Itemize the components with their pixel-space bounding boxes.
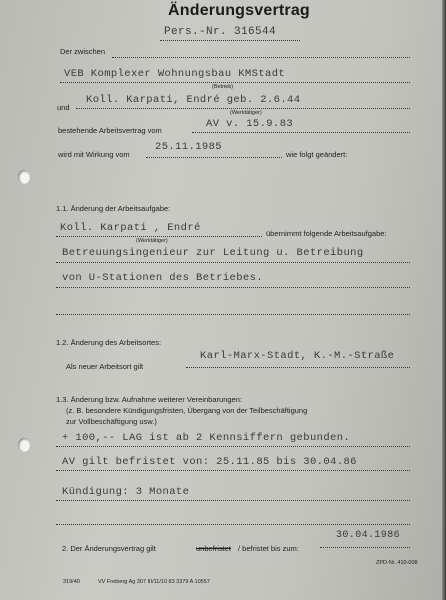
- section-2-struck-option: unbefristet: [196, 544, 232, 553]
- company-line: [60, 82, 410, 83]
- section-1-1-heading: 1.1. Änderung der Arbeitsaufgabe:: [56, 204, 171, 213]
- section-1-3-heading: 1.3. Änderung bzw. Aufnahme weiterer Vereinbarungen:: [56, 395, 242, 404]
- work-location: Karl-Marx-Stadt, K.-M.-Straße: [200, 350, 395, 362]
- personnel-number-line: [160, 40, 300, 41]
- label-werktaetiger-2: (Werktätiger): [136, 238, 168, 244]
- contract-line: [192, 132, 410, 133]
- personnel-number: Pers.-Nr. 316544: [164, 26, 277, 38]
- label-werktaetiger: (Werktätiger): [230, 110, 262, 116]
- agreement-line-2: AV gilt befristet von: 25.11.85 bis 30.04.86: [62, 456, 357, 468]
- company-name: VEB Komplexer Wohnungsbau KMStadt: [64, 68, 286, 80]
- task-line-2-rule: [56, 287, 410, 288]
- agreement-line-4-rule: [56, 524, 410, 525]
- task-employee-line: [56, 236, 262, 237]
- label-arbeitsvertrag: bestehende Arbeitsvertrag vom: [58, 126, 162, 135]
- footer-printer-info: VV Freiberg Ag 307 III/11/10 83 3379 A 10557: [98, 579, 210, 585]
- end-date-line: [320, 547, 410, 548]
- label-der-zwischen: Der zwischen: [60, 47, 106, 56]
- effective-date: 25.11.1985: [155, 141, 223, 153]
- der-zwischen-line: [112, 57, 410, 58]
- footer-form-number: 319/40: [63, 579, 80, 585]
- form-reference: ZPD-Nr. 410-008: [376, 560, 418, 566]
- end-date: 30.04.1986: [336, 530, 401, 541]
- task-line-1: Betreuungsingenieur zur Leitung u. Betreibung: [62, 247, 364, 259]
- task-line-3-rule: [56, 314, 410, 315]
- employee-name-dob: Koll. Karpati, Endré geb. 2.6.44: [86, 94, 301, 106]
- punch-hole: [18, 170, 30, 184]
- label-uebernimmt: übernimmt folgende Arbeitsaufgabe:: [266, 229, 387, 238]
- agreement-line-3: Kündigung: 3 Monate: [62, 486, 190, 498]
- agreement-line-1: + 100,-- LAG ist ab 2 Kennsiffern gebunden.: [62, 432, 351, 444]
- section-2-prefix: 2. Der Änderungsvertrag gilt: [62, 544, 156, 553]
- section-1-3-hint-2: zur Vollbeschäftigung usw.): [66, 417, 157, 426]
- employee-line: [76, 108, 410, 109]
- task-employee-name: Koll. Karpati , Endré: [60, 222, 201, 234]
- punch-hole: [18, 438, 30, 452]
- work-location-line: [186, 367, 410, 368]
- label-arbeitsort: Als neuer Arbeitsort gilt: [66, 362, 144, 371]
- label-wirkung: wird mit Wirkung vom: [58, 150, 130, 159]
- agreement-line-3-rule: [56, 500, 410, 501]
- task-line-2: von U-Stationen des Betriebes.: [62, 272, 264, 284]
- label-betrieb: (Betrieb): [212, 84, 234, 90]
- task-line-1-rule: [56, 262, 410, 263]
- section-1-2-heading: 1.2. Änderung des Arbeitsortes:: [56, 338, 162, 347]
- label-und: und: [57, 103, 70, 112]
- document-title: Änderungsvertrag: [168, 2, 310, 19]
- page-edge-shadow: [442, 0, 446, 600]
- agreement-line-1-rule: [56, 446, 410, 447]
- section-1-3-hint-1: (z. B. besondere Kündigungsfristen, Übergang von der Teilbeschäftigung: [66, 406, 308, 415]
- effective-date-line: [146, 157, 282, 158]
- section-2-befristet: / befristet bis zum:: [238, 544, 299, 553]
- label-wie-folgt: wie folgt geändert:: [286, 150, 348, 159]
- agreement-line-2-rule: [56, 470, 410, 471]
- contract-date: AV v. 15.9.83: [206, 118, 294, 130]
